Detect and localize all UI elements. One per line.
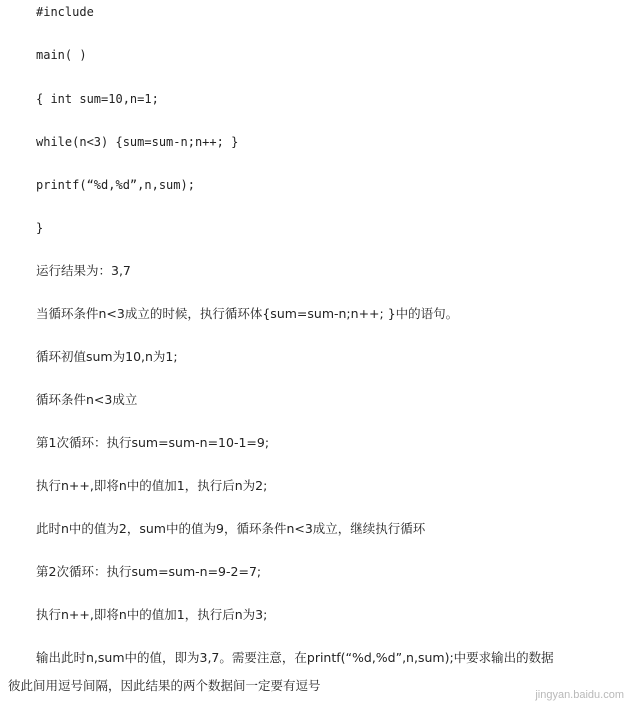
code-line-printf: printf(“%d,%d”,n,sum); xyxy=(36,178,195,192)
code-line-main: main( ) xyxy=(36,48,87,62)
code-line-close: } xyxy=(36,221,44,235)
explain-increment-1: 执行n++,即将n中的值加1，执行后n为2; xyxy=(36,478,268,493)
explain-loop-1: 第1次循环：执行sum=sum-n=10-1=9; xyxy=(36,435,270,450)
explain-output-cont: 彼此间用逗号间隔，因此结果的两个数据间一定要有逗号 xyxy=(8,678,321,693)
watermark: jingyan.baidu.com xyxy=(535,689,624,701)
explain-increment-2: 执行n++,即将n中的值加1，执行后n为3; xyxy=(36,607,268,622)
code-line-decl: { int sum=10,n=1; xyxy=(36,92,159,106)
explain-output: 输出此时n,sum中的值，即为3,7。需要注意，在printf(“%d,%d”,n,sum);中要求输出的数据 xyxy=(36,650,554,665)
explain-condition: 当循环条件n<3成立的时候，执行循环体{sum=sum-n;n++; }中的语句。 xyxy=(36,306,459,321)
code-line-include: #include xyxy=(36,5,94,19)
code-line-while: while(n<3) {sum=sum-n;n++; } xyxy=(36,135,239,149)
result-line: 运行结果为：3,7 xyxy=(36,263,131,278)
explain-initial: 循环初值sum为10,n为1; xyxy=(36,349,178,364)
explain-state-1: 此时n中的值为2，sum中的值为9，循环条件n<3成立，继续执行循环 xyxy=(36,521,426,536)
explain-condition-holds: 循环条件n<3成立 xyxy=(36,392,138,407)
explain-loop-2: 第2次循环：执行sum=sum-n=9-2=7; xyxy=(36,564,262,579)
